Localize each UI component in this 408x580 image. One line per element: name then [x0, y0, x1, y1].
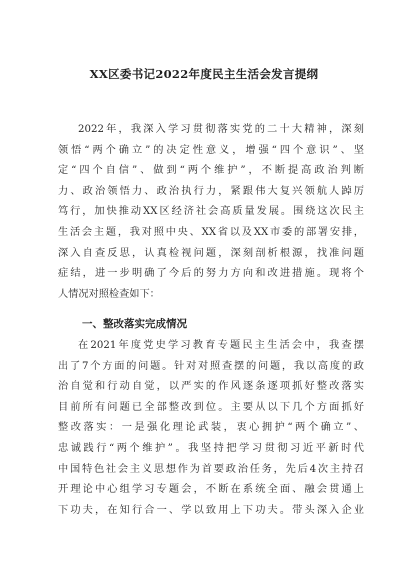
paragraph-line: 整改落实：一是强化理论武装，衷心拥护“两个确立”、	[58, 422, 364, 434]
paragraph-line: 2022年，我深入学习贯彻落实党的二十大精神，深刻	[78, 124, 364, 135]
paragraph-line: 开理论中心组学习专题会，不断在系统全面、融会贯通上	[58, 484, 364, 496]
paragraph-line: 中国特色社会主义思想作为首要政治任务，先后4次主持召	[58, 463, 364, 475]
paragraph-line: 在2021年度党史学习教育专题民主生活会中，我查摆	[78, 340, 364, 351]
paragraph-line: 下功夫，在知行合一、学以致用上下功夫。带头深入企业	[58, 504, 364, 516]
paragraph-line: 忠诚践行“两个维护”。我坚持把学习贯彻习近平新时代	[58, 442, 364, 454]
paragraph-line: 治自觉和行动自觉，以严实的作风逐条逐项抓好整改落实	[58, 381, 364, 393]
paragraph-line: 目前所有问题已全部整改到位。主要从以下几个方面抓好	[58, 401, 364, 413]
paragraph-line: 领悟“两个确立”的决定性意义，增强“四个意识”、坚	[58, 144, 364, 156]
paragraph-line: 生活会主题，我对照中央、XX省以及XX市委的部署安排，	[58, 226, 364, 238]
document-title: XX区委书记2022年度民主生活会发言提纲	[89, 67, 319, 81]
paragraph-line: 症结，进一步明确了今后的努力方向和改进措施。现将个	[58, 268, 364, 280]
paragraph-line: 定“四个自信”、做到“两个维护”，不断提高政治判断	[58, 165, 364, 177]
paragraph-line: 人情况对照检查如下：	[58, 288, 160, 300]
paragraph-intro	[58, 120, 364, 305]
paragraph-line: 出了7个方面的问题。针对对照查摆的问题，我以高度的政	[58, 360, 364, 372]
paragraph-line: 深入自查反思，认真检视问题，深刻剖析根源，找准问题	[58, 247, 364, 259]
section-heading: 一、整改落实完成情况	[82, 318, 187, 330]
paragraph-line: 笃行，加快推动XX区经济社会高质量发展。围绕这次民主	[58, 206, 364, 218]
paragraph-line: 力、政治领悟力、政治执行力，紧跟伟大复兴领航人踔厉	[58, 185, 364, 197]
paragraph-section1	[58, 336, 364, 521]
